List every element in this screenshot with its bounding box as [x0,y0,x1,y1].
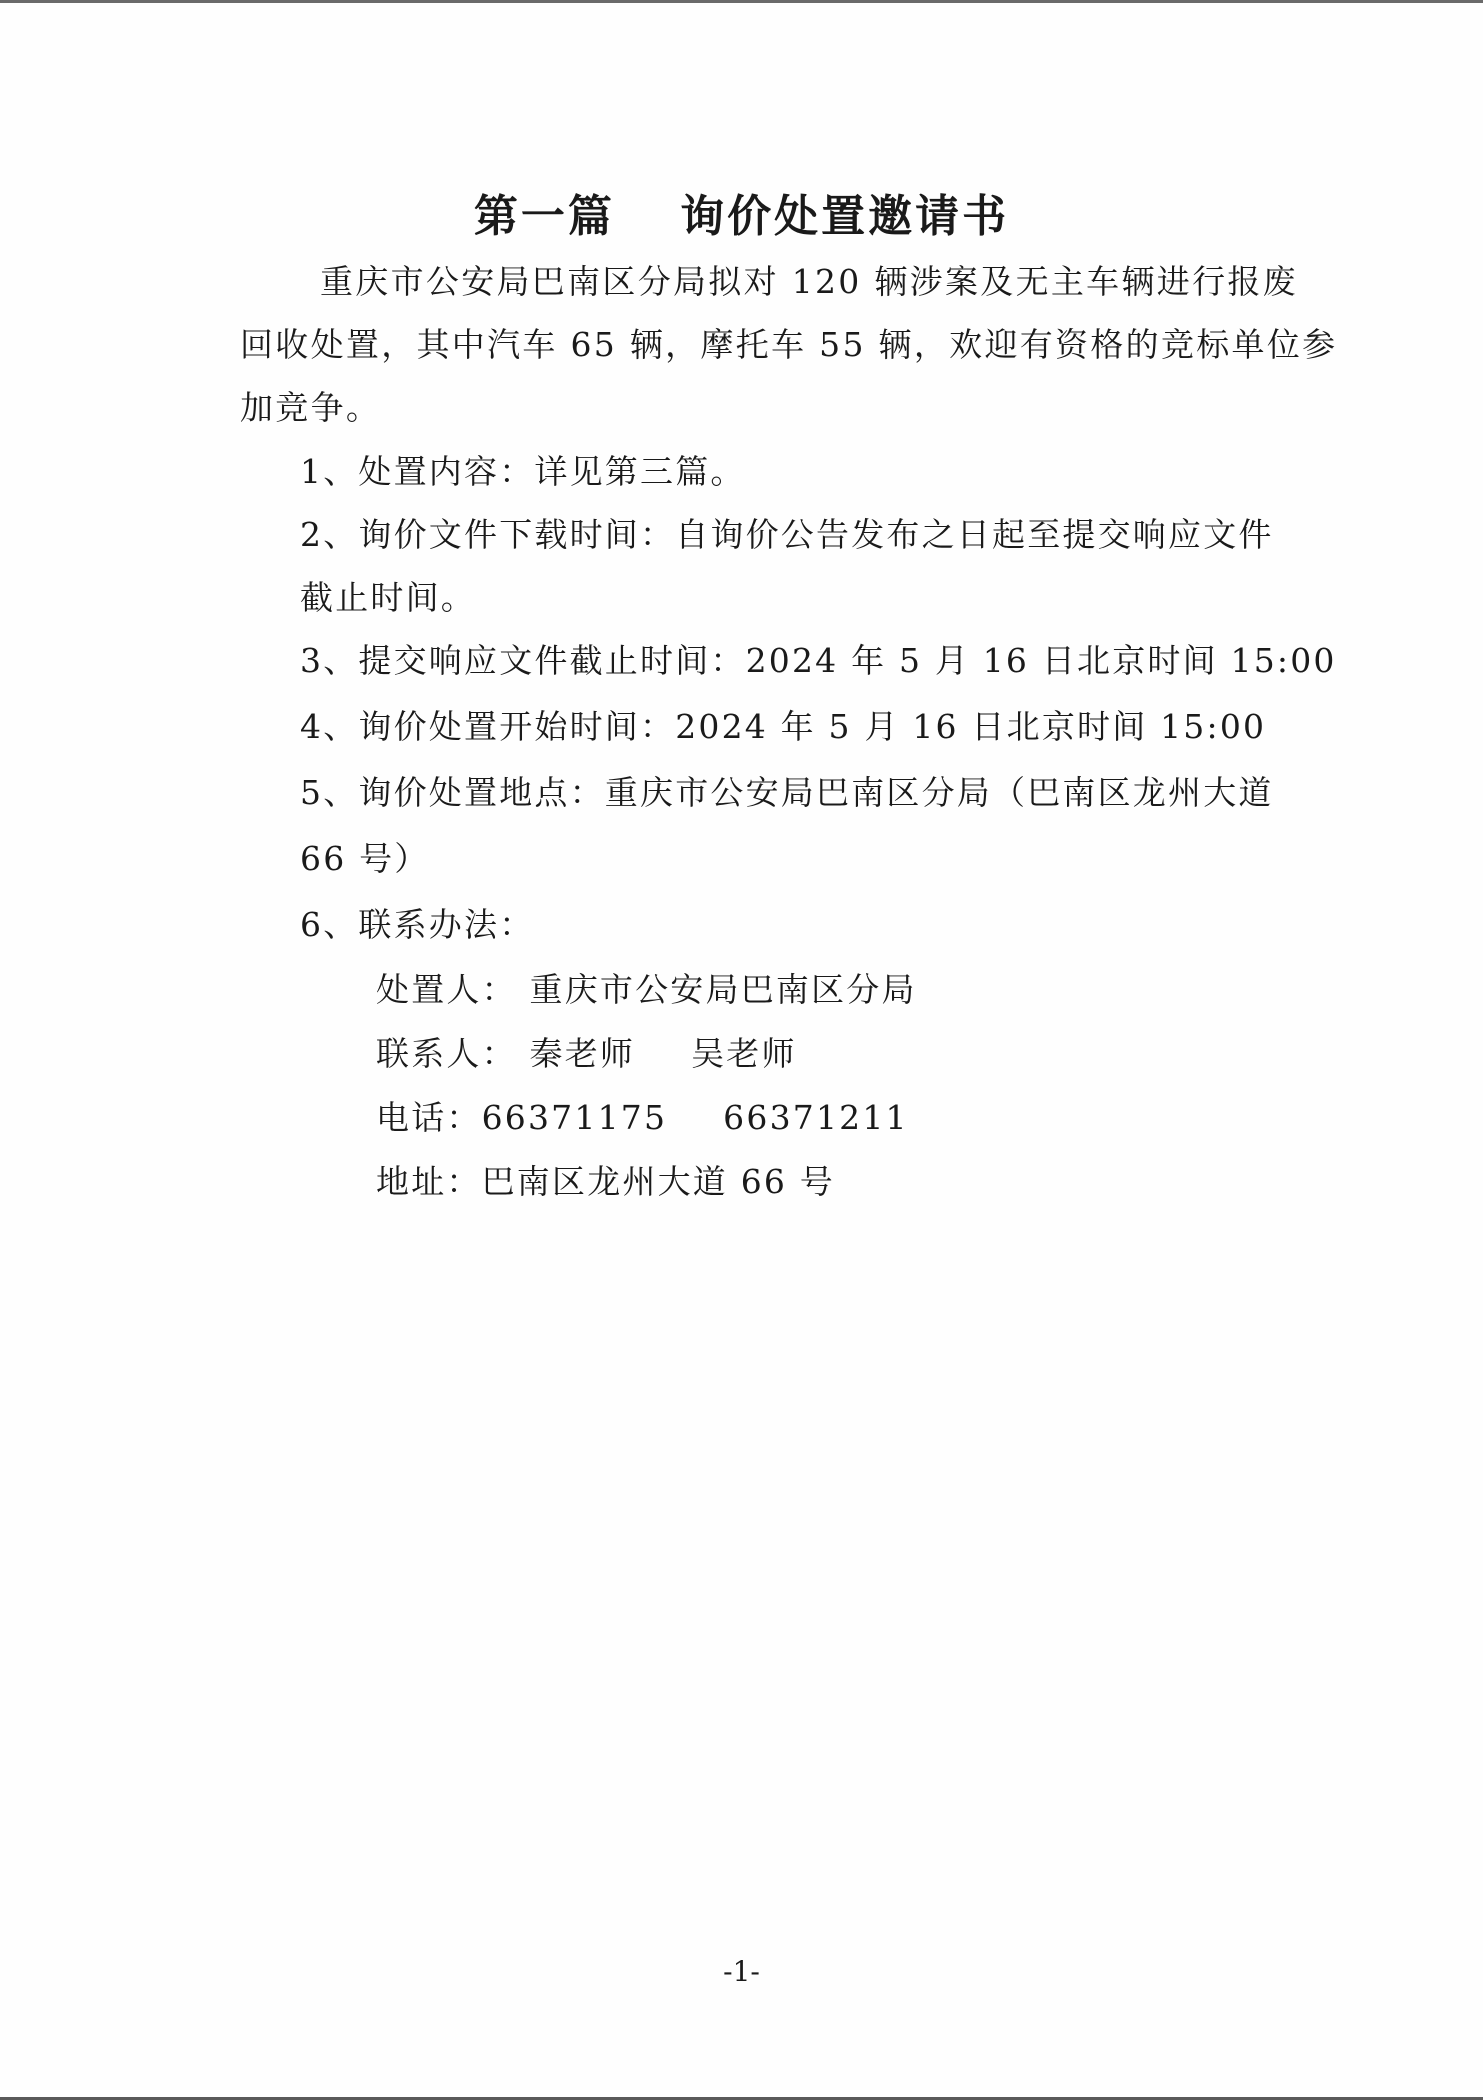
intro-line-3: 加竞争。 [240,388,382,427]
item-disposal-location: 5、询价处置地点：重庆市公安局巴南区分局（巴南区龙州大道 [300,773,1274,812]
contact-person-second: 吴老师 [691,1034,797,1073]
contact-disposer: 处置人： 重庆市公安局巴南区分局 [376,970,917,1009]
scan-top-edge [0,0,1483,3]
item-download-time: 2、询价文件下载时间：自询价公告发布之日起至提交响应文件 [300,515,1274,554]
contact-phone-first: 电话：66371175 [376,1098,668,1137]
contact-person [376,1034,797,1074]
page-number: -1- [723,1955,760,1988]
item-disposal-content: 1、处置内容：详见第三篇。 [300,452,746,491]
contact-person-first: 联系人： 秦老师 [376,1034,636,1073]
contact-phone-second: 66371211 [723,1098,909,1137]
contact-address: 地址：巴南区龙州大道 66 号 [376,1162,835,1201]
intro-line-2: 回收处置，其中汽车 65 辆，摩托车 55 辆，欢迎有资格的竞标单位参 [240,325,1338,364]
item-contact-method: 6、联系办法： [300,905,535,944]
document-title: 第一篇 询价处置邀请书 [473,191,1010,242]
intro-line-1: 重庆市公安局巴南区分局拟对 120 辆涉案及无主车辆进行报废 [320,262,1298,301]
item-disposal-location-cont: 66 号） [300,839,430,878]
item-submission-deadline: 3、提交响应文件截止时间：2024 年 5 月 16 日北京时间 15:00 [300,641,1337,680]
contact-phone [376,1098,909,1138]
item-download-time-cont: 截止时间。 [300,578,476,617]
item-disposal-start: 4、询价处置开始时间：2024 年 5 月 16 日北京时间 15:00 [300,707,1267,746]
